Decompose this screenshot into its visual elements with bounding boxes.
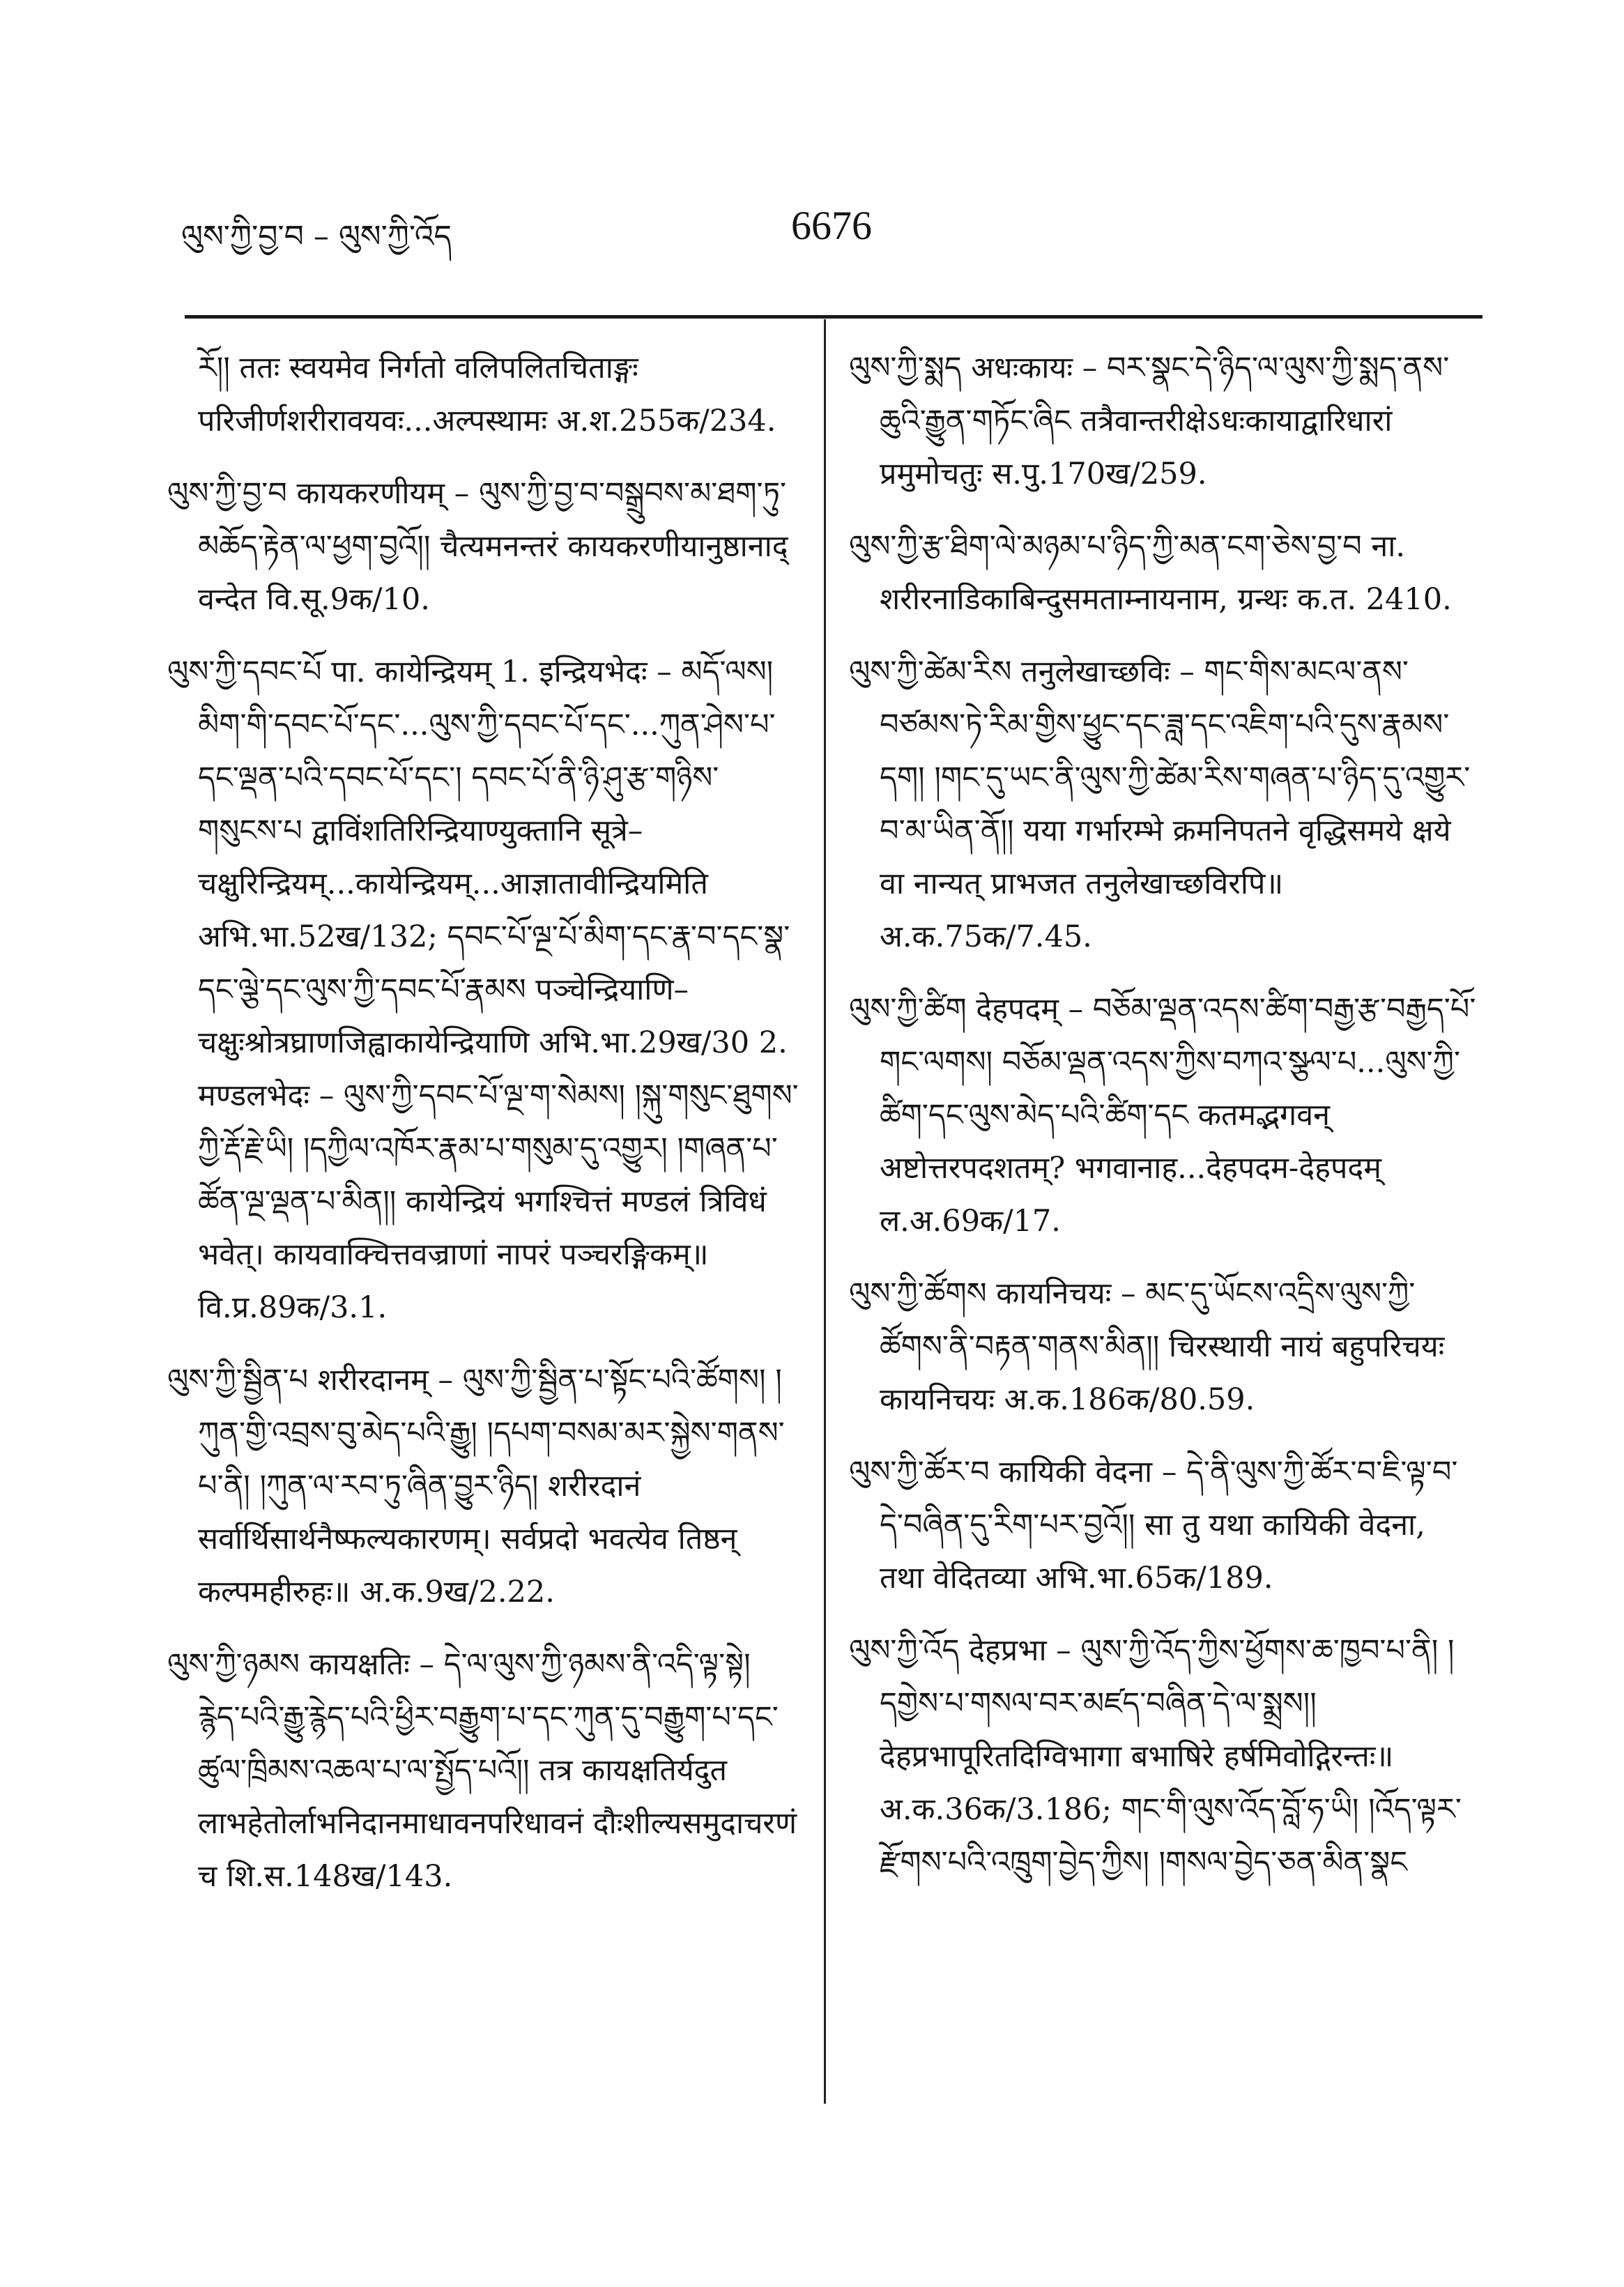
- dictionary-entry: ལུས་ཀྱི་ཚེམ་རིས तनुलेखाच्छविः – གང་གིས་མངལ་ནས་བཙམས་ཏེ་རིམ་གྱིས་ཕྱུང་དང་ཟླ་དང་འཇིག་པའི་དུས་རྣམས་དག། །གང་དུ་ཡང་ནི་ལུས་ཀྱི་ཚེམ་རིས་གཞན་པ་ཉིད་དུ་འགྱུར་བ་མ་ཡིན་ནོ།། यया गर्भारम्भे क्रमनिपतने वृद्धिसमये क्षये वा नान्यत् प्राभजत तनुलेखाच्छविरपि॥ अ.क.75क/7.45.: [849, 655, 1471, 954]
- dictionary-entry: རོ།། ततः स्वयमेव निर्गतो वलिपलितचिताङ्गः परिजीर्णशरीरावयवः...अल्पस्थामः अ.श.255क/234.: [198, 351, 776, 438]
- dictionary-entry: ལུས་ཀྱི་རྩ་ཐིག་ལེ་མཉམ་པ་ཉིད་ཀྱི་མན་ངག་ཅེས་བྱ་བ ना. शरीरनाडिकाबिन्दुसमताम्नायनाम, ग्रन्थः क.त. 2410.: [849, 529, 1452, 617]
- dictionary-entry: ལུས་ཀྱི་ཚིག देहपदम् – བཅོམ་ལྡན་འདས་ཚིག་བརྒྱ་རྩ་བརྒྱད་པོ་གང་ལགས། བཅོམ་ལྡན་འདས་ཀྱིས་བཀའ་སྩལ་པ...ལུས་ཀྱི་ཚིག་དང་ལུས་མེད་པའི་ཚིག་དང कतमद्भगवन् अष्टोत्तरपदशतम्? भगवानाह...देहपदम-देहपदम् ल.अ.69क/17.: [849, 992, 1476, 1239]
- running-head: ལུས་ཀྱི་བྱ་བ – ལུས་ཀྱི་འོད: [181, 219, 452, 254]
- page-number: 6676: [791, 203, 872, 248]
- dictionary-entry: ལུས་ཀྱི་ཚོགས कायनिचयः – མང་དུ་ཡོངས་འདྲིས་ལུས་ཀྱི་ཚོགས་ནི་བརྟན་གནས་མིན།། चिरस्थायी नायं बहुपरिचयः कायनिचयः अ.क.186क/80.59.: [849, 1276, 1445, 1417]
- right-column: [849, 342, 1476, 1909]
- dictionary-entry: ལུས་ཀྱི་སྨད अधःकायः – བར་སྣང་དེ་ཉིད་ལ་ལུས་ཀྱི་སྨད་ནས་ཆུའི་རྒྱུན་གཏོང་ཞིང तत्रैवान्तरीक्षेऽधःकायाद्वारिधारां प्रमुमोचतुः स.पु.170ख/259.: [849, 351, 1450, 491]
- dictionary-entry: ལུས་ཀྱི་འོད देहप्रभा – ལུས་ཀྱི་འོད་ཀྱིས་ཕྱོགས་ཆ་ཁྱབ་པ་ནི། །དགྱེས་པ་གསལ་བར་མཛད་བཞིན་དེ་ལ་སྨྲས།། देहप्रभापूरितदिग्विभागा बभाषिरे हर्षमिवोद्गिरन्तः॥ अ.क.36क/3.186; གང་གི་ལུས་འོད་བློ་ཧ་ཡི། །འོད་ལྟར་རྫོགས་པའི་འཁྲུག་བྱེད་ཀྱིས། །གསལ་བྱེད་ཅན་མིན་སྣང: [849, 1633, 1462, 1880]
- left-column: [167, 342, 802, 1922]
- dictionary-entry: ལུས་ཀྱི་དབང་པོ पा. कायेन्द्रियम् 1. इन्द्रियभेदः – མདོ་ལས། མིག་གི་དབང་པོ་དང་...ལུས་ཀྱི་དབང་པོ་དང་...ཀུན་ཤེས་པ་དང་ལྡན་པའི་དབང་པོ་དང་། དབང་པོ་ནི་ཉི་ཤུ་རྩ་གཉིས་གསུངས་པ द्वाविंशतिरिन्द्रियाण्युक्तानि सूत्रे–चक्षुरिन्द्रियम्...कायेन्द्रियम्...आज्ञातावीन्द्रियमिति अभि.भा.52ख/132; དབང་པོ་ལྔ་པོ་མིག་དང་རྣ་བ་དང་སྣ་དང་ལྕེ་དང་ལུས་ཀྱི་དབང་པོ་རྣམས पञ्चेन्द्रियाणि–चक्षुःश्रोत्रघ्राणजिह्वाकायेन्द्रियाणि अभि.भा.29ख/30 2. मण्डलभेदः – ལུས་ཀྱི་དབང་པོ་ལྔ་ག་སེམས། །སྐུ་གསུང་ཐུགས་ཀྱི་རྡོ་རྗེ་ཡི། །དཀྱིལ་འཁོར་རྣམ་པ་གསུམ་དུ་འགྱུར། །གཞན་པ་ཚོན་ལྔ་ལྡན་པ་མིན།། कायेन्द्रियं भगश्चित्तं मण्डलं त्रिविधं भवेत्। कायवाक्चित्तवज्राणां नापरं पञ्चरङ्गिकम्॥ वि.प्र.89क/3.1.: [167, 655, 799, 1325]
- dictionary-entry: ལུས་ཀྱི་སྦྱིན་པ शरीरदानम् – ལུས་ཀྱི་སྦྱིན་པ་སྟོང་པའི་ཚོགས། །ཀུན་གྱི་འབྲས་བུ་མེད་པའི་རྒྱུ། །དཔག་བསམ་མར་སྐྱེས་གནས་པ་ནི། །ཀུན་ལ་རབ་ཏུ་ཞིན་བྱུར་ཉིད། शरीरदानं सर्वार्थिसार्थनैष्फल्यकारणम्। सर्वप्रदो भवत्येव तिष्ठन् कल्पमहीरुहः॥ अ.क.9ख/2.22.: [167, 1363, 785, 1609]
- dictionary-entry: ལུས་ཀྱི་ཉམས कायक्षतिः – དེ་ལ་ལུས་ཀྱི་ཉམས་ནི་འདི་ལྟ་སྟེ། རྙེད་པའི་རྒྱུ་རྙེད་པའི་ཕྱིར་བརྒྱུག་པ་དང་ཀུན་དུ་བརྒྱུག་པ་དང་ཚུལ་ཁྲིམས་འཆལ་པ་ལ་སྤྱོད་པའོ།། तत्र कायक्षतिर्यदुत लाभहेतोर्लाभनिदानमाधावनपरिधावनं दौःशील्यसमुदाचरणं च शि.स.148ख/143.: [167, 1647, 797, 1894]
- column-divider: [824, 319, 826, 2104]
- header-rule: [185, 315, 1483, 319]
- dictionary-entry: ལུས་ཀྱི་ཚོར་བ कायिकी वेदना – དེ་ནི་ལུས་ཀྱི་ཚོར་བ་ཇི་ལྟ་བ་དེ་བཞིན་དུ་རིག་པར་བྱའོ།། सा तु यथा कायिकी वेदना, तथा वेदितव्या अभि.भा.65क/189.: [849, 1455, 1458, 1596]
- dictionary-entry: ལུས་ཀྱི་བྱ་བ कायकरणीयम् – ལུས་ཀྱི་བྱ་བ་བསྒྲུབས་མ་ཐག་ཏུ་མཆོད་རྟེན་ལ་ཕྱག་བྱའོ།། चैत्यमनन्तरं कायकरणीयानुष्ठानाद् वन्देत वि.सू.9क/10.: [167, 476, 788, 617]
